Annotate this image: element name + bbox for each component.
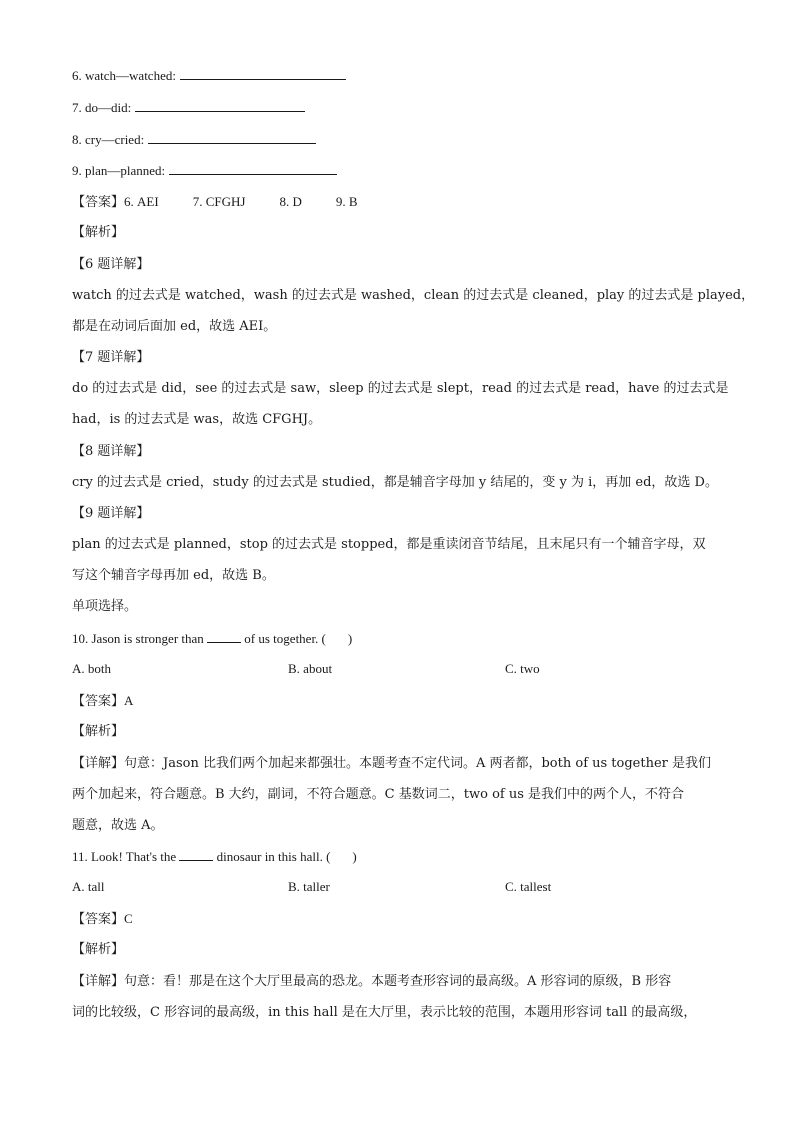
detail-7-heading: 【7 题详解】 [72, 350, 150, 365]
q11-analysis-label: 【解析】 [72, 942, 125, 957]
detail-6-heading: 【6 题详解】 [72, 257, 150, 272]
q10-answer-label: 【答案】 [72, 694, 125, 709]
detail-9-heading: 【9 题详解】 [72, 506, 150, 521]
question-7 [72, 98, 305, 118]
detail-9-line-1: plan 的过去式是 planned，stop 的过去式是 stopped，都是重读闭音节结尾，且末尾只有一个辅音字母，双 [72, 537, 706, 552]
answer-8: 8. D [279, 194, 302, 209]
question-8-text: 8. cry—cried: [72, 132, 145, 147]
question-11-stem-end: dinosaur in this hall. ( [216, 849, 331, 864]
answer-label: 【答案】 [72, 195, 125, 210]
section-title: 单项选择。 [72, 599, 138, 614]
question-7-text: 7. do—did: [72, 100, 132, 115]
question-9 [72, 161, 337, 181]
q11-answer: C [124, 911, 133, 926]
q10-answer-line [72, 691, 133, 712]
q11-detail-line-2: 词的比较级，C 形容词的最高级，in this hall 是在大厅里，表示比较的范围，本题用形容词 tall 的最高级， [72, 1005, 697, 1020]
q11-answer-label: 【答案】 [72, 912, 125, 927]
detail-7-line-1: do 的过去式是 did，see 的过去式是 saw，sleep 的过去式是 slept，read 的过去式是 read，have 的过去式是 [72, 381, 729, 396]
q11-answer-line [72, 909, 133, 930]
question-6-text: 6. watch—watched: [72, 68, 176, 83]
question-8-blank[interactable] [148, 131, 316, 144]
q11-option-c[interactable]: C. tallest [505, 879, 552, 894]
question-8 [72, 130, 316, 150]
q10-detail-line-1: 【详解】句意：Jason 比我们两个加起来都强壮。本题考查不定代词。A 两者都，both of us together 是我们 [72, 756, 712, 771]
q10-detail-line-3: 题意，故选 A。 [72, 818, 164, 833]
question-11-stem-start: 11. Look! That's the [72, 849, 177, 864]
answer-7: 7. CFGHJ [192, 194, 246, 209]
question-11-blank[interactable] [179, 849, 213, 861]
q10-analysis-label: 【解析】 [72, 724, 125, 739]
detail-7-line-2: had，is 的过去式是 was，故选 CFGHJ。 [72, 412, 322, 427]
detail-8-line-1: cry 的过去式是 cried，study 的过去式是 studied，都是辅音字母加 y 结尾的，变 y 为 i，再加 ed，故选 D。 [72, 475, 718, 490]
q10-option-b[interactable]: B. about [288, 661, 333, 676]
question-10-blank[interactable] [207, 631, 241, 643]
q11-option-a[interactable]: A. tall [72, 879, 105, 894]
answer-9: 9. B [335, 194, 358, 209]
analysis-label: 【解析】 [72, 225, 125, 240]
question-11-paren-close: ) [352, 849, 357, 864]
detail-6-line-2: 都是在动词后面加 ed，故选 AEI。 [72, 319, 277, 334]
question-6-blank[interactable] [180, 67, 346, 80]
question-11-stem [72, 847, 357, 867]
question-10-stem [72, 629, 352, 649]
question-6 [72, 66, 346, 86]
q11-detail-line-1: 【详解】句意：看！那是在这个大厅里最高的恐龙。本题考查形容词的最高级。A 形容词的原级，B 形容 [72, 974, 672, 989]
question-10-stem-start: 10. Jason is stronger than [72, 631, 204, 646]
q10-answer: A [124, 693, 134, 708]
question-10-paren-close: ) [347, 631, 353, 646]
detail-9-line-2: 写这个辅音字母再加 ed，故选 B。 [72, 568, 275, 583]
answer-6: 6. AEI [124, 194, 159, 209]
question-9-blank[interactable] [169, 162, 337, 175]
question-7-blank[interactable] [135, 99, 305, 112]
detail-6-line-1: watch 的过去式是 watched，wash 的过去式是 washed，clean 的过去式是 cleaned，play 的过去式是 played， [72, 288, 755, 303]
q10-detail-line-2: 两个加起来，符合题意。B 大约，副词，不符合题意。C 基数词二，two of us 是我们中的两个人，不符合 [72, 787, 685, 802]
q11-option-b[interactable]: B. taller [288, 879, 330, 894]
detail-8-heading: 【8 题详解】 [72, 444, 150, 459]
q10-option-a[interactable]: A. both [72, 661, 111, 676]
question-9-text: 9. plan—planned: [72, 163, 166, 178]
q10-option-c[interactable]: C. two [505, 661, 540, 676]
question-10-stem-end: of us together. ( [244, 631, 326, 646]
answer-line-6-9 [72, 192, 358, 213]
